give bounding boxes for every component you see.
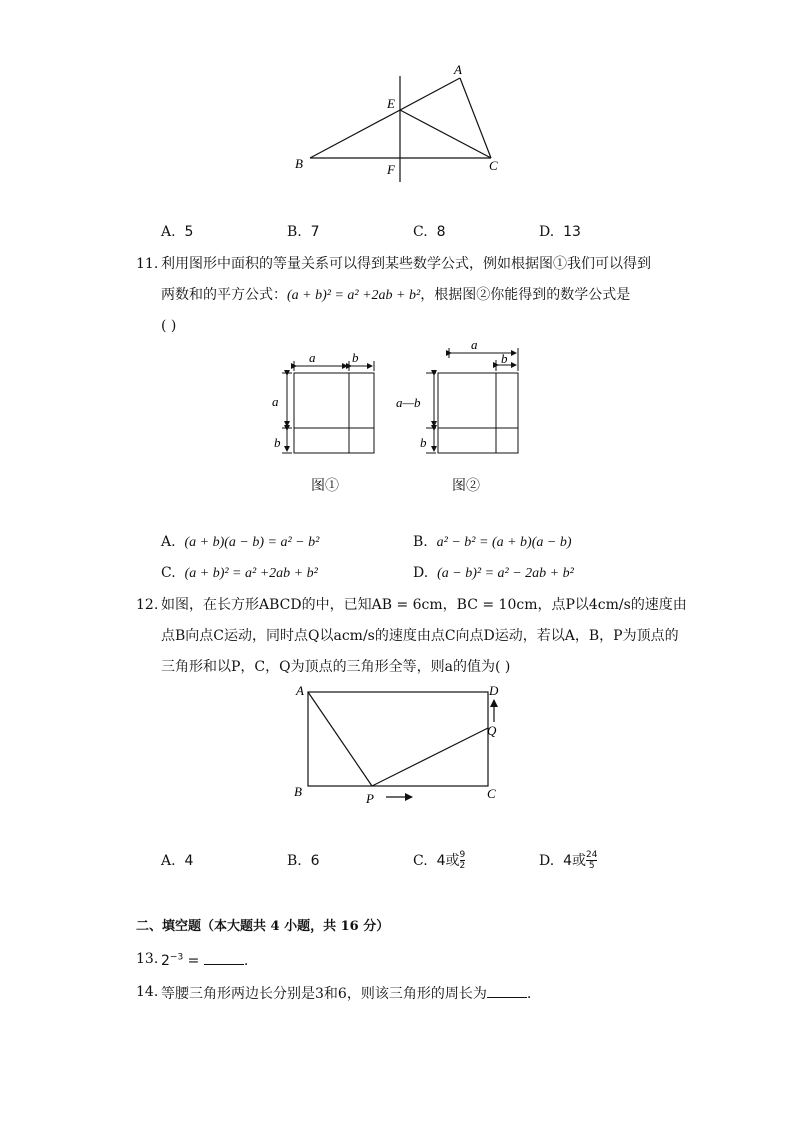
option-letter: C. — [413, 224, 428, 240]
option-prefix: 4或 — [563, 853, 587, 869]
option-letter: C. — [161, 565, 176, 581]
label-F: F — [387, 162, 395, 177]
label-C: C — [489, 158, 498, 173]
fig1-label-left-a: a — [272, 394, 279, 409]
q12-option-c[interactable] — [413, 849, 465, 873]
q12-option-b[interactable] — [287, 854, 320, 868]
option-value: (a − b)² = a² − 2ab + b² — [437, 566, 574, 581]
fraction-denominator: 5 — [586, 860, 597, 871]
option-letter: B. — [287, 224, 302, 240]
option-letter: D. — [539, 224, 555, 240]
option-letter: A. — [161, 534, 176, 550]
label-B: B — [295, 156, 303, 171]
option-letter: D. — [413, 565, 429, 581]
q11-line-3: ( ) — [161, 318, 177, 334]
q11-line-1: 利用图形中面积的等量关系可以得到某些数学公式，例如根据图①我们可以得到 — [161, 256, 651, 272]
q11-figure-1 — [268, 348, 380, 458]
option-value: 8 — [436, 224, 446, 240]
q13-number: 13. — [136, 951, 159, 967]
fig1-label-top-a: a — [309, 350, 316, 365]
label-C: C — [487, 786, 496, 801]
segment-PQ — [372, 728, 488, 786]
q11-line-2-formula: (a + b)² = a² +2ab + b² — [287, 288, 421, 303]
option-value: 7 — [310, 224, 320, 240]
q12-line-1: 如图，在长方形ABCD的中，已知AB = 6cm，BC = 10cm，点P以4cm/s的速度由 — [161, 597, 687, 613]
segment-BA — [310, 78, 460, 158]
q14-body — [161, 985, 531, 1001]
q10-option-b[interactable] — [287, 225, 320, 239]
q11-number: 11. — [136, 256, 159, 272]
rectangle-ABCD — [308, 692, 488, 786]
q11-option-a[interactable] — [161, 535, 319, 550]
q11-option-d[interactable] — [413, 566, 574, 581]
option-value: (a + b)(a − b) = a² − b² — [184, 535, 320, 550]
q11-line-2-tail: ，根据图②你能得到的数学公式是 — [420, 287, 631, 303]
q10-option-d[interactable] — [539, 225, 581, 239]
q11-option-b[interactable] — [413, 535, 572, 550]
label-B: B — [294, 784, 302, 799]
label-E: E — [387, 96, 395, 111]
q12-option-d[interactable] — [539, 849, 597, 873]
q13-period: . — [243, 953, 249, 969]
label-A: A — [296, 683, 304, 698]
fraction-numerator: 24 — [586, 850, 598, 860]
q11-line-2-lead: 两数和的平方公式： — [161, 287, 287, 303]
option-value: 13 — [563, 224, 581, 240]
fig2-label-left-amb: a—b — [396, 395, 421, 410]
section-title-fill-in: 二、填空题（本大题共 4 小题，共 16 分） — [136, 919, 390, 934]
q12-option-a[interactable] — [161, 854, 193, 868]
q11-figure-2-caption: 图② — [452, 478, 480, 494]
fraction-numerator: 9 — [459, 850, 466, 860]
q10-option-c[interactable] — [413, 225, 446, 239]
segment-AC — [460, 78, 491, 158]
option-letter: C. — [413, 853, 428, 869]
fig2-outer-square — [438, 373, 518, 453]
q11-option-c[interactable] — [161, 566, 318, 581]
fraction-24-over-5 — [586, 851, 597, 871]
fraction-denominator: 2 — [459, 861, 466, 871]
q11-line-2 — [161, 288, 630, 303]
q12-line-3: 三角形和以P，C，Q为顶点的三角形全等，则a的值为( ) — [161, 659, 511, 675]
q14-text: 等腰三角形两边长分别是3和6，则该三角形的周长为 — [161, 986, 487, 1002]
segment-AP — [308, 692, 372, 786]
option-prefix: 4或 — [436, 853, 460, 869]
fig1-label-left-b: b — [274, 435, 281, 450]
q13-base: 2 — [161, 953, 170, 969]
fig2-label-top-a: a — [471, 337, 478, 352]
q12-number: 12. — [136, 597, 159, 613]
option-value: 4 — [184, 853, 194, 869]
q14-answer-blank[interactable] — [487, 985, 527, 998]
q13-body — [161, 952, 248, 968]
q10-option-a[interactable] — [161, 225, 193, 239]
q12-line-2: 点B向点C运动，同时点Q以acm/s的速度由点C向点D运动，若以A，B，P为顶点的 — [161, 628, 679, 644]
option-value: 5 — [184, 224, 194, 240]
label-P: P — [366, 791, 374, 806]
option-value: a² − b² = (a + b)(a − b) — [436, 535, 572, 550]
q14-period: . — [526, 986, 532, 1002]
q13-exponent: −3 — [169, 952, 184, 963]
option-letter: B. — [287, 853, 302, 869]
label-A: A — [454, 62, 462, 77]
q14-number: 14. — [136, 984, 159, 1000]
q11-figure-1-caption: 图① — [311, 478, 339, 494]
label-D: D — [489, 683, 499, 698]
fig2-label-top-b: b — [501, 351, 508, 366]
fig1-label-top-b: b — [352, 350, 359, 365]
q11-figure-2 — [394, 336, 524, 458]
option-value: (a + b)² = a² +2ab + b² — [184, 566, 318, 581]
segment-EC — [400, 110, 491, 158]
option-letter: B. — [413, 534, 428, 550]
fig1-outer-square — [294, 373, 374, 453]
q12-rectangle-figure — [290, 680, 520, 810]
option-letter: D. — [539, 853, 555, 869]
q10-triangle-figure — [280, 58, 520, 188]
fig2-label-left-b: b — [420, 435, 427, 450]
option-letter: A. — [161, 224, 176, 240]
q13-equals: = — [183, 953, 204, 969]
q13-answer-blank[interactable] — [204, 952, 244, 965]
fraction-9-over-2 — [460, 851, 466, 871]
label-Q: Q — [487, 723, 497, 738]
option-value: 6 — [310, 853, 320, 869]
option-letter: A. — [161, 853, 176, 869]
